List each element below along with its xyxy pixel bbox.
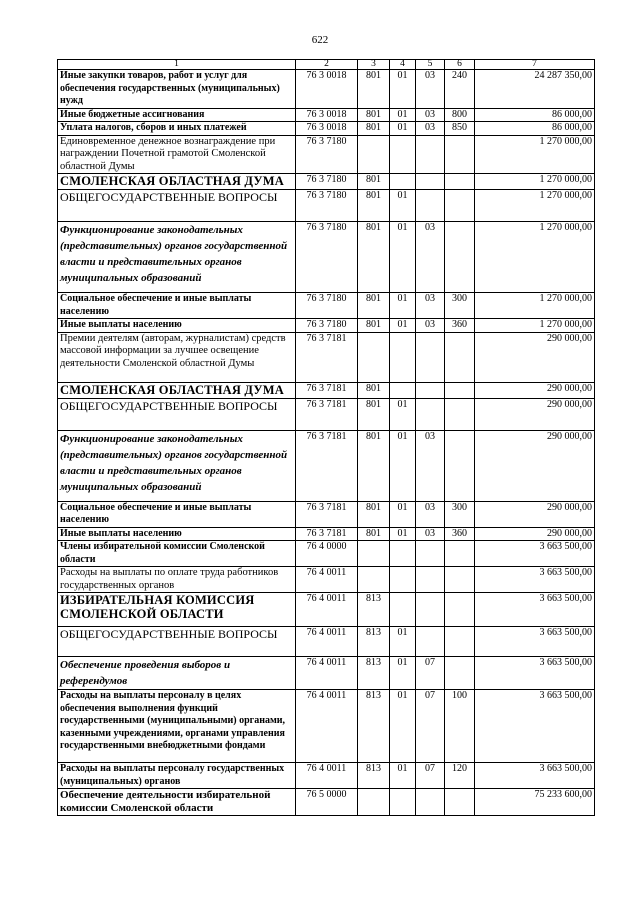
- row-name-cell: Члены избирательной комиссии Смоленской области: [58, 541, 296, 567]
- row-rz-cell: [390, 332, 416, 382]
- row-grbs-cell: 801: [358, 190, 390, 222]
- row-grbs-cell: [358, 541, 390, 567]
- row-pr-cell: [416, 398, 445, 430]
- row-vr-cell: 240: [445, 70, 475, 109]
- row-csr-cell: 76 3 7180: [296, 222, 358, 293]
- row-sum-cell: 86 000,00: [475, 122, 595, 136]
- row-rz-cell: 01: [390, 319, 416, 333]
- column-header: 1: [58, 60, 296, 70]
- row-pr-cell: [416, 382, 445, 398]
- row-name-cell: СМОЛЕНСКАЯ ОБЛАСТНАЯ ДУМА: [58, 174, 296, 190]
- table-row: [58, 222, 595, 293]
- row-csr-cell: 76 4 0011: [296, 763, 358, 789]
- row-grbs-cell: 813: [358, 690, 390, 763]
- row-sum-cell: 3 663 500,00: [475, 657, 595, 690]
- row-vr-cell: [445, 593, 475, 627]
- row-sum-cell: 1 270 000,00: [475, 190, 595, 222]
- row-sum-cell: 86 000,00: [475, 108, 595, 122]
- row-vr-cell: 850: [445, 122, 475, 136]
- column-header: 6: [445, 60, 475, 70]
- row-rz-cell: 01: [390, 627, 416, 657]
- row-grbs-cell: 801: [358, 108, 390, 122]
- row-pr-cell: [416, 627, 445, 657]
- row-vr-cell: [445, 190, 475, 222]
- row-pr-cell: [416, 541, 445, 567]
- row-grbs-cell: 813: [358, 763, 390, 789]
- table-row: [58, 332, 595, 382]
- table-row: [58, 657, 595, 690]
- column-header: 5: [416, 60, 445, 70]
- row-rz-cell: 01: [390, 763, 416, 789]
- row-pr-cell: 03: [416, 222, 445, 293]
- row-rz-cell: 01: [390, 190, 416, 222]
- row-pr-cell: [416, 332, 445, 382]
- row-vr-cell: 360: [445, 527, 475, 541]
- column-header: 3: [358, 60, 390, 70]
- table-row: [58, 690, 595, 763]
- table-row: [58, 789, 595, 816]
- row-vr-cell: [445, 789, 475, 816]
- row-sum-cell: 75 233 600,00: [475, 789, 595, 816]
- table-row: [58, 541, 595, 567]
- row-sum-cell: 3 663 500,00: [475, 690, 595, 763]
- row-name-cell: Иные выплаты населению: [58, 527, 296, 541]
- row-vr-cell: [445, 222, 475, 293]
- row-pr-cell: 03: [416, 430, 445, 501]
- row-grbs-cell: 801: [358, 222, 390, 293]
- row-name-cell: Премии деятелям (авторам, журналистам) средств массовой информации за лучшее освещение деятельности Смоленской областной Думы: [58, 332, 296, 382]
- row-sum-cell: 290 000,00: [475, 527, 595, 541]
- row-rz-cell: 01: [390, 122, 416, 136]
- row-pr-cell: 03: [416, 70, 445, 109]
- column-header: 4: [390, 60, 416, 70]
- row-pr-cell: 03: [416, 501, 445, 527]
- row-csr-cell: 76 3 7180: [296, 293, 358, 319]
- row-rz-cell: [390, 135, 416, 174]
- row-csr-cell: 76 3 7181: [296, 398, 358, 430]
- row-csr-cell: 76 3 0018: [296, 122, 358, 136]
- row-vr-cell: 120: [445, 763, 475, 789]
- row-grbs-cell: 801: [358, 319, 390, 333]
- row-pr-cell: 07: [416, 763, 445, 789]
- row-vr-cell: [445, 430, 475, 501]
- table-body: [58, 70, 595, 816]
- row-csr-cell: 76 4 0011: [296, 627, 358, 657]
- table-header-row: [58, 60, 595, 70]
- row-sum-cell: 1 270 000,00: [475, 135, 595, 174]
- row-csr-cell: 76 3 7180: [296, 319, 358, 333]
- row-grbs-cell: 801: [358, 430, 390, 501]
- row-sum-cell: 290 000,00: [475, 398, 595, 430]
- row-vr-cell: [445, 657, 475, 690]
- row-name-cell: Расходы на выплаты персоналу в целях обеспечения выполнения функций государственными (муниципальными) органами, казенными учреждениями, органами управления государственными внебюджетными фондами: [58, 690, 296, 763]
- table-row: [58, 527, 595, 541]
- row-sum-cell: 1 270 000,00: [475, 293, 595, 319]
- row-rz-cell: 01: [390, 108, 416, 122]
- row-sum-cell: 1 270 000,00: [475, 222, 595, 293]
- table-row: [58, 319, 595, 333]
- row-vr-cell: [445, 541, 475, 567]
- row-rz-cell: [390, 567, 416, 593]
- row-csr-cell: 76 3 7180: [296, 135, 358, 174]
- row-csr-cell: 76 3 0018: [296, 70, 358, 109]
- row-csr-cell: 76 3 7181: [296, 332, 358, 382]
- row-grbs-cell: 801: [358, 122, 390, 136]
- row-name-cell: Иные бюджетные ассигнования: [58, 108, 296, 122]
- row-csr-cell: 76 4 0011: [296, 690, 358, 763]
- row-csr-cell: 76 4 0011: [296, 593, 358, 627]
- row-grbs-cell: 801: [358, 398, 390, 430]
- row-pr-cell: 07: [416, 690, 445, 763]
- row-csr-cell: 76 3 7181: [296, 382, 358, 398]
- row-name-cell: Функционирование законодательных (представительных) органов государственной власти и представительных органов муниципальных образований: [58, 430, 296, 501]
- row-pr-cell: 03: [416, 122, 445, 136]
- row-rz-cell: 01: [390, 222, 416, 293]
- row-grbs-cell: 813: [358, 657, 390, 690]
- row-name-cell: ОБЩЕГОСУДАРСТВЕННЫЕ ВОПРОСЫ: [58, 190, 296, 222]
- row-rz-cell: [390, 382, 416, 398]
- row-sum-cell: 290 000,00: [475, 430, 595, 501]
- row-pr-cell: 03: [416, 527, 445, 541]
- row-name-cell: ОБЩЕГОСУДАРСТВЕННЫЕ ВОПРОСЫ: [58, 627, 296, 657]
- budget-table: [57, 59, 595, 816]
- row-rz-cell: 01: [390, 430, 416, 501]
- row-vr-cell: [445, 174, 475, 190]
- row-vr-cell: [445, 135, 475, 174]
- row-pr-cell: 03: [416, 108, 445, 122]
- row-sum-cell: 3 663 500,00: [475, 541, 595, 567]
- row-csr-cell: 76 4 0000: [296, 541, 358, 567]
- row-csr-cell: 76 3 7181: [296, 430, 358, 501]
- row-vr-cell: 300: [445, 501, 475, 527]
- row-rz-cell: 01: [390, 70, 416, 109]
- row-name-cell: Обеспечение проведения выборов и референдумов: [58, 657, 296, 690]
- row-rz-cell: 01: [390, 501, 416, 527]
- table-row: [58, 122, 595, 136]
- row-name-cell: Расходы на выплаты по оплате труда работников государственных органов: [58, 567, 296, 593]
- row-rz-cell: [390, 789, 416, 816]
- row-sum-cell: 3 663 500,00: [475, 763, 595, 789]
- row-name-cell: ОБЩЕГОСУДАРСТВЕННЫЕ ВОПРОСЫ: [58, 398, 296, 430]
- row-name-cell: Уплата налогов, сборов и иных платежей: [58, 122, 296, 136]
- row-rz-cell: [390, 593, 416, 627]
- row-rz-cell: 01: [390, 398, 416, 430]
- table-row: [58, 382, 595, 398]
- row-sum-cell: 290 000,00: [475, 501, 595, 527]
- table-row: [58, 190, 595, 222]
- table-row: [58, 398, 595, 430]
- row-grbs-cell: 801: [358, 174, 390, 190]
- row-rz-cell: 01: [390, 690, 416, 763]
- row-sum-cell: 1 270 000,00: [475, 319, 595, 333]
- table-row: [58, 135, 595, 174]
- table-row: [58, 430, 595, 501]
- row-csr-cell: 76 3 7180: [296, 174, 358, 190]
- table-row: [58, 567, 595, 593]
- row-pr-cell: [416, 190, 445, 222]
- row-rz-cell: [390, 174, 416, 190]
- row-name-cell: СМОЛЕНСКАЯ ОБЛАСТНАЯ ДУМА: [58, 382, 296, 398]
- row-csr-cell: 76 4 0011: [296, 567, 358, 593]
- row-pr-cell: [416, 135, 445, 174]
- table-row: [58, 108, 595, 122]
- row-grbs-cell: 801: [358, 382, 390, 398]
- row-grbs-cell: 801: [358, 501, 390, 527]
- row-name-cell: ИЗБИРАТЕЛЬНАЯ КОМИССИЯ СМОЛЕНСКОЙ ОБЛАСТИ: [58, 593, 296, 627]
- row-sum-cell: 1 270 000,00: [475, 174, 595, 190]
- row-csr-cell: 76 3 7180: [296, 190, 358, 222]
- row-vr-cell: [445, 332, 475, 382]
- row-name-cell: Иные закупки товаров, работ и услуг для обеспечения государственных (муниципальных) нужд: [58, 70, 296, 109]
- row-name-cell: Единовременное денежное вознаграждение при награждении Почетной грамотой Смоленской областной Думы: [58, 135, 296, 174]
- table-row: [58, 293, 595, 319]
- row-name-cell: Функционирование законодательных (представительных) органов государственной власти и представительных органов муниципальных образований: [58, 222, 296, 293]
- table-row: [58, 627, 595, 657]
- row-rz-cell: 01: [390, 527, 416, 541]
- row-grbs-cell: 801: [358, 527, 390, 541]
- row-vr-cell: [445, 382, 475, 398]
- row-vr-cell: 100: [445, 690, 475, 763]
- row-csr-cell: 76 5 0000: [296, 789, 358, 816]
- row-name-cell: Социальное обеспечение и иные выплаты населению: [58, 501, 296, 527]
- row-vr-cell: 360: [445, 319, 475, 333]
- row-grbs-cell: 801: [358, 293, 390, 319]
- row-pr-cell: 03: [416, 319, 445, 333]
- row-sum-cell: 3 663 500,00: [475, 593, 595, 627]
- row-sum-cell: 3 663 500,00: [475, 567, 595, 593]
- table-row: [58, 174, 595, 190]
- row-name-cell: Социальное обеспечение и иные выплаты населению: [58, 293, 296, 319]
- row-csr-cell: 76 3 7181: [296, 501, 358, 527]
- row-name-cell: Иные выплаты населению: [58, 319, 296, 333]
- table-row: [58, 70, 595, 109]
- row-grbs-cell: 801: [358, 70, 390, 109]
- row-sum-cell: 290 000,00: [475, 382, 595, 398]
- row-pr-cell: 07: [416, 657, 445, 690]
- table-row: [58, 501, 595, 527]
- row-vr-cell: 300: [445, 293, 475, 319]
- row-vr-cell: [445, 567, 475, 593]
- row-grbs-cell: [358, 567, 390, 593]
- row-name-cell: Обеспечение деятельности избирательной комиссии Смоленской области: [58, 789, 296, 816]
- column-header: 2: [296, 60, 358, 70]
- row-grbs-cell: [358, 789, 390, 816]
- row-csr-cell: 76 3 0018: [296, 108, 358, 122]
- row-rz-cell: 01: [390, 657, 416, 690]
- row-grbs-cell: [358, 332, 390, 382]
- row-vr-cell: [445, 627, 475, 657]
- row-vr-cell: 800: [445, 108, 475, 122]
- row-pr-cell: 03: [416, 293, 445, 319]
- row-rz-cell: [390, 541, 416, 567]
- row-name-cell: Расходы на выплаты персоналу государственных (муниципальных) органов: [58, 763, 296, 789]
- row-csr-cell: 76 3 7181: [296, 527, 358, 541]
- row-sum-cell: 290 000,00: [475, 332, 595, 382]
- row-pr-cell: [416, 789, 445, 816]
- column-header: 7: [475, 60, 595, 70]
- row-csr-cell: 76 4 0011: [296, 657, 358, 690]
- row-grbs-cell: 813: [358, 593, 390, 627]
- row-grbs-cell: 813: [358, 627, 390, 657]
- row-pr-cell: [416, 174, 445, 190]
- row-vr-cell: [445, 398, 475, 430]
- row-sum-cell: 24 287 350,00: [475, 70, 595, 109]
- row-sum-cell: 3 663 500,00: [475, 627, 595, 657]
- row-pr-cell: [416, 593, 445, 627]
- table-row: [58, 763, 595, 789]
- row-rz-cell: 01: [390, 293, 416, 319]
- row-pr-cell: [416, 567, 445, 593]
- page-number: 622: [311, 34, 329, 46]
- table-row: [58, 593, 595, 627]
- row-grbs-cell: [358, 135, 390, 174]
